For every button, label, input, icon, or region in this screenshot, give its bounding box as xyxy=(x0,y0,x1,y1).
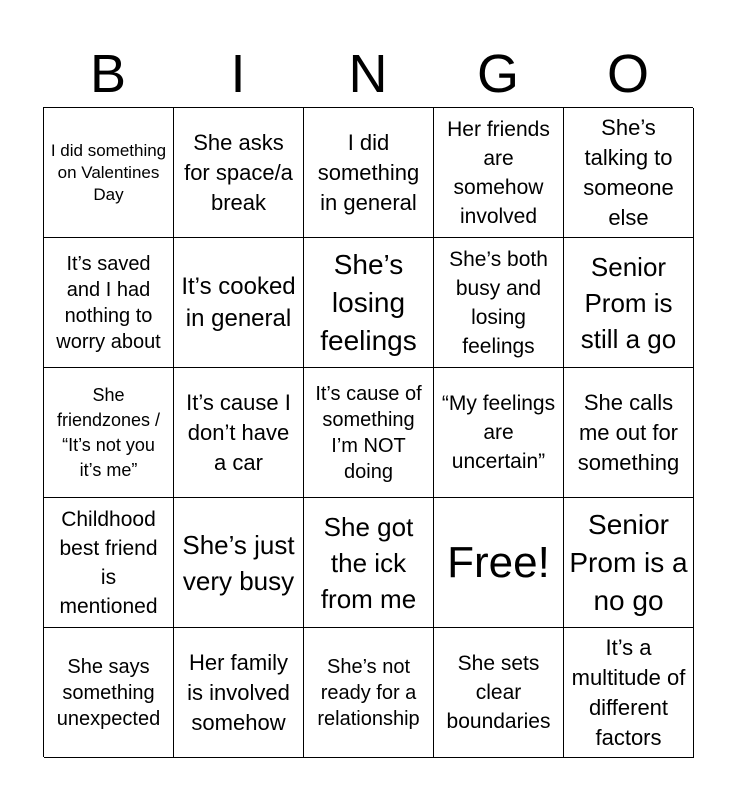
cell-text: Her family is involved somehow xyxy=(187,649,290,735)
bingo-cell[interactable] xyxy=(564,108,694,238)
cell-text: She got the ick from me xyxy=(320,511,417,614)
bingo-cell[interactable] xyxy=(174,628,304,758)
bingo-cell[interactable] xyxy=(304,238,434,368)
bingo-cell[interactable] xyxy=(564,498,694,628)
cell-text: She’s not ready for a relationship xyxy=(317,655,420,730)
bingo-cell[interactable] xyxy=(44,108,174,238)
bingo-header xyxy=(43,40,693,108)
bingo-cell[interactable] xyxy=(304,108,434,238)
cell-text: It’s cooked in general xyxy=(181,272,296,332)
bingo-cell[interactable] xyxy=(434,238,564,368)
header-letter-g: G xyxy=(476,44,519,104)
cell-text: She friendzones / “It’s not you it’s me” xyxy=(56,384,161,480)
header-letter-b: B xyxy=(89,44,127,104)
bingo-cell[interactable] xyxy=(564,368,694,498)
cell-text: It’s cause I don’t have a car xyxy=(186,389,291,475)
cell-text: She’s just very busy xyxy=(182,529,295,596)
bingo-cell[interactable] xyxy=(44,368,174,498)
cell-text: She says something unexpected xyxy=(56,655,161,730)
bingo-cell[interactable] xyxy=(44,498,174,628)
bingo-cell[interactable] xyxy=(564,238,694,368)
cell-text: It’s cause of something I’m NOT doing xyxy=(315,382,422,483)
cell-text: Childhood best friend is mentioned xyxy=(59,507,158,618)
bingo-cell[interactable] xyxy=(174,498,304,628)
cell-text: She asks for space/a break xyxy=(184,129,293,215)
bingo-cell[interactable] xyxy=(304,628,434,758)
bingo-cell[interactable] xyxy=(564,628,694,758)
bingo-cell[interactable] xyxy=(434,108,564,238)
cell-text: Senior Prom is still a go xyxy=(580,251,677,354)
cell-text: I did something in general xyxy=(317,129,420,215)
cell-text: It’s saved and I had nothing to worry about xyxy=(56,252,161,353)
header-letter-o: O xyxy=(606,44,649,104)
cell-text: Senior Prom is a no go xyxy=(569,508,688,616)
bingo-cell[interactable] xyxy=(304,498,434,628)
bingo-cell[interactable] xyxy=(174,368,304,498)
cell-text: She’s losing feelings xyxy=(320,248,417,356)
bingo-cell[interactable] xyxy=(434,628,564,758)
cell-text: She sets clear boundaries xyxy=(446,652,551,733)
bingo-cell[interactable] xyxy=(44,628,174,758)
free-space-label: Free! xyxy=(447,537,550,587)
bingo-cell[interactable] xyxy=(174,238,304,368)
cell-text: She’s talking to someone else xyxy=(583,114,674,230)
cell-text: She calls me out for something xyxy=(577,389,680,475)
header-letter-i: I xyxy=(230,44,246,104)
bingo-cell[interactable] xyxy=(434,368,564,498)
header-letter-n: N xyxy=(348,44,388,104)
bingo-cell[interactable] xyxy=(174,108,304,238)
bingo-cell[interactable] xyxy=(44,238,174,368)
cell-text: I did something on Valentines Day xyxy=(50,140,167,204)
cell-text: She’s both busy and losing feelings xyxy=(449,247,548,358)
free-space-cell[interactable] xyxy=(434,498,564,628)
cell-text: “My feelings are uncertain” xyxy=(441,392,556,473)
cell-text: Her friends are somehow involved xyxy=(447,117,550,228)
bingo-grid xyxy=(43,107,693,757)
cell-text: It’s a multitude of different factors xyxy=(571,634,686,750)
bingo-cell[interactable] xyxy=(304,368,434,498)
